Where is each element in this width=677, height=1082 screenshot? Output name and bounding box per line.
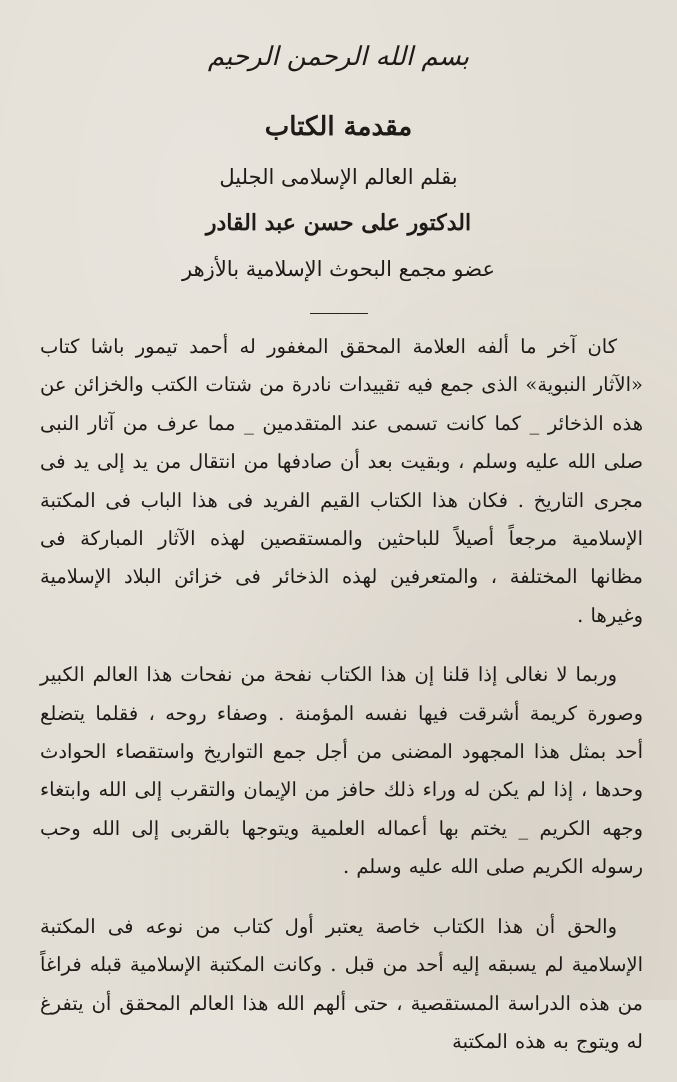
byline: بقلم العالم الإسلامى الجليل bbox=[219, 165, 458, 189]
paragraph-2: وربما لا نغالى إذا قلنا إن هذا الكتاب نفحة من نفحات هذا العالم الكبير وصورة كريمة أشرقت فيها نفسه المؤمنة . وصفاء روحه ، فقلما يتضلع أحد بمثل هذا المجهود المضنى من أجل جمع التواريخ واستقصاء الحوادث وحدها ، إذا لم يكن له وراء ذلك حافز من الإيمان والتقرب إلى الله وابتغاء وجهه الكريم _ يختم بها أعماله العلمية ويتوجها بالقربى إلى الله وحب رسوله الكريم صلى الله عليه وسلم . bbox=[40, 663, 643, 879]
basmala: بسم الله الرحمن الرحيم bbox=[207, 42, 470, 72]
author-name: الدكتور على حسن عبد القادر bbox=[205, 210, 472, 236]
paragraph-1: كان آخر ما ألفه العلامة المحقق المغفور له أحمد تيمور باشا كتاب «الآثار النبوية» الذى جمع فيه تقييدات نادرة من شتات الكتب والخزائن عن هذه الذخائر _ كما كانت تسمى عند المتقدمين _ مما عرف من آثار النبى صلى الله عليه وسلم ، وبقيت بعد أن صادفها من انتقال من يد إلى يد فى مجرى التاريخ . فكان هذا الكتاب القيم الفريد فى هذا الباب فى المكتبة الإسلامية مرجعاً أصيلاً للباحثين والمستقصين لهذه الآثار المباركة فى مظانها المختلفة ، والمتعرفين لهذه الذخائر فى خزائن البلاد الإسلامية وغيرها . bbox=[40, 335, 643, 627]
page-title: مقدمة الكتاب bbox=[264, 112, 413, 142]
paragraph-3: والحق أن هذا الكتاب خاصة يعتبر أول كتاب من نوعه فى المكتبة الإسلامية لم يسبقه إليه أحد من قبل . وكانت المكتبة الإسلامية قبله فراغاً من هذه الدراسة المستقصية ، حتى ألهم الله هذا العالم المحقق أن يتفرغ له ويتوج به هذه المكتبة bbox=[40, 914, 643, 1053]
separator-rule bbox=[310, 313, 368, 314]
author-affiliation: عضو مجمع البحوث الإسلامية بالأزهر bbox=[182, 257, 495, 281]
body-text bbox=[40, 328, 643, 1082]
